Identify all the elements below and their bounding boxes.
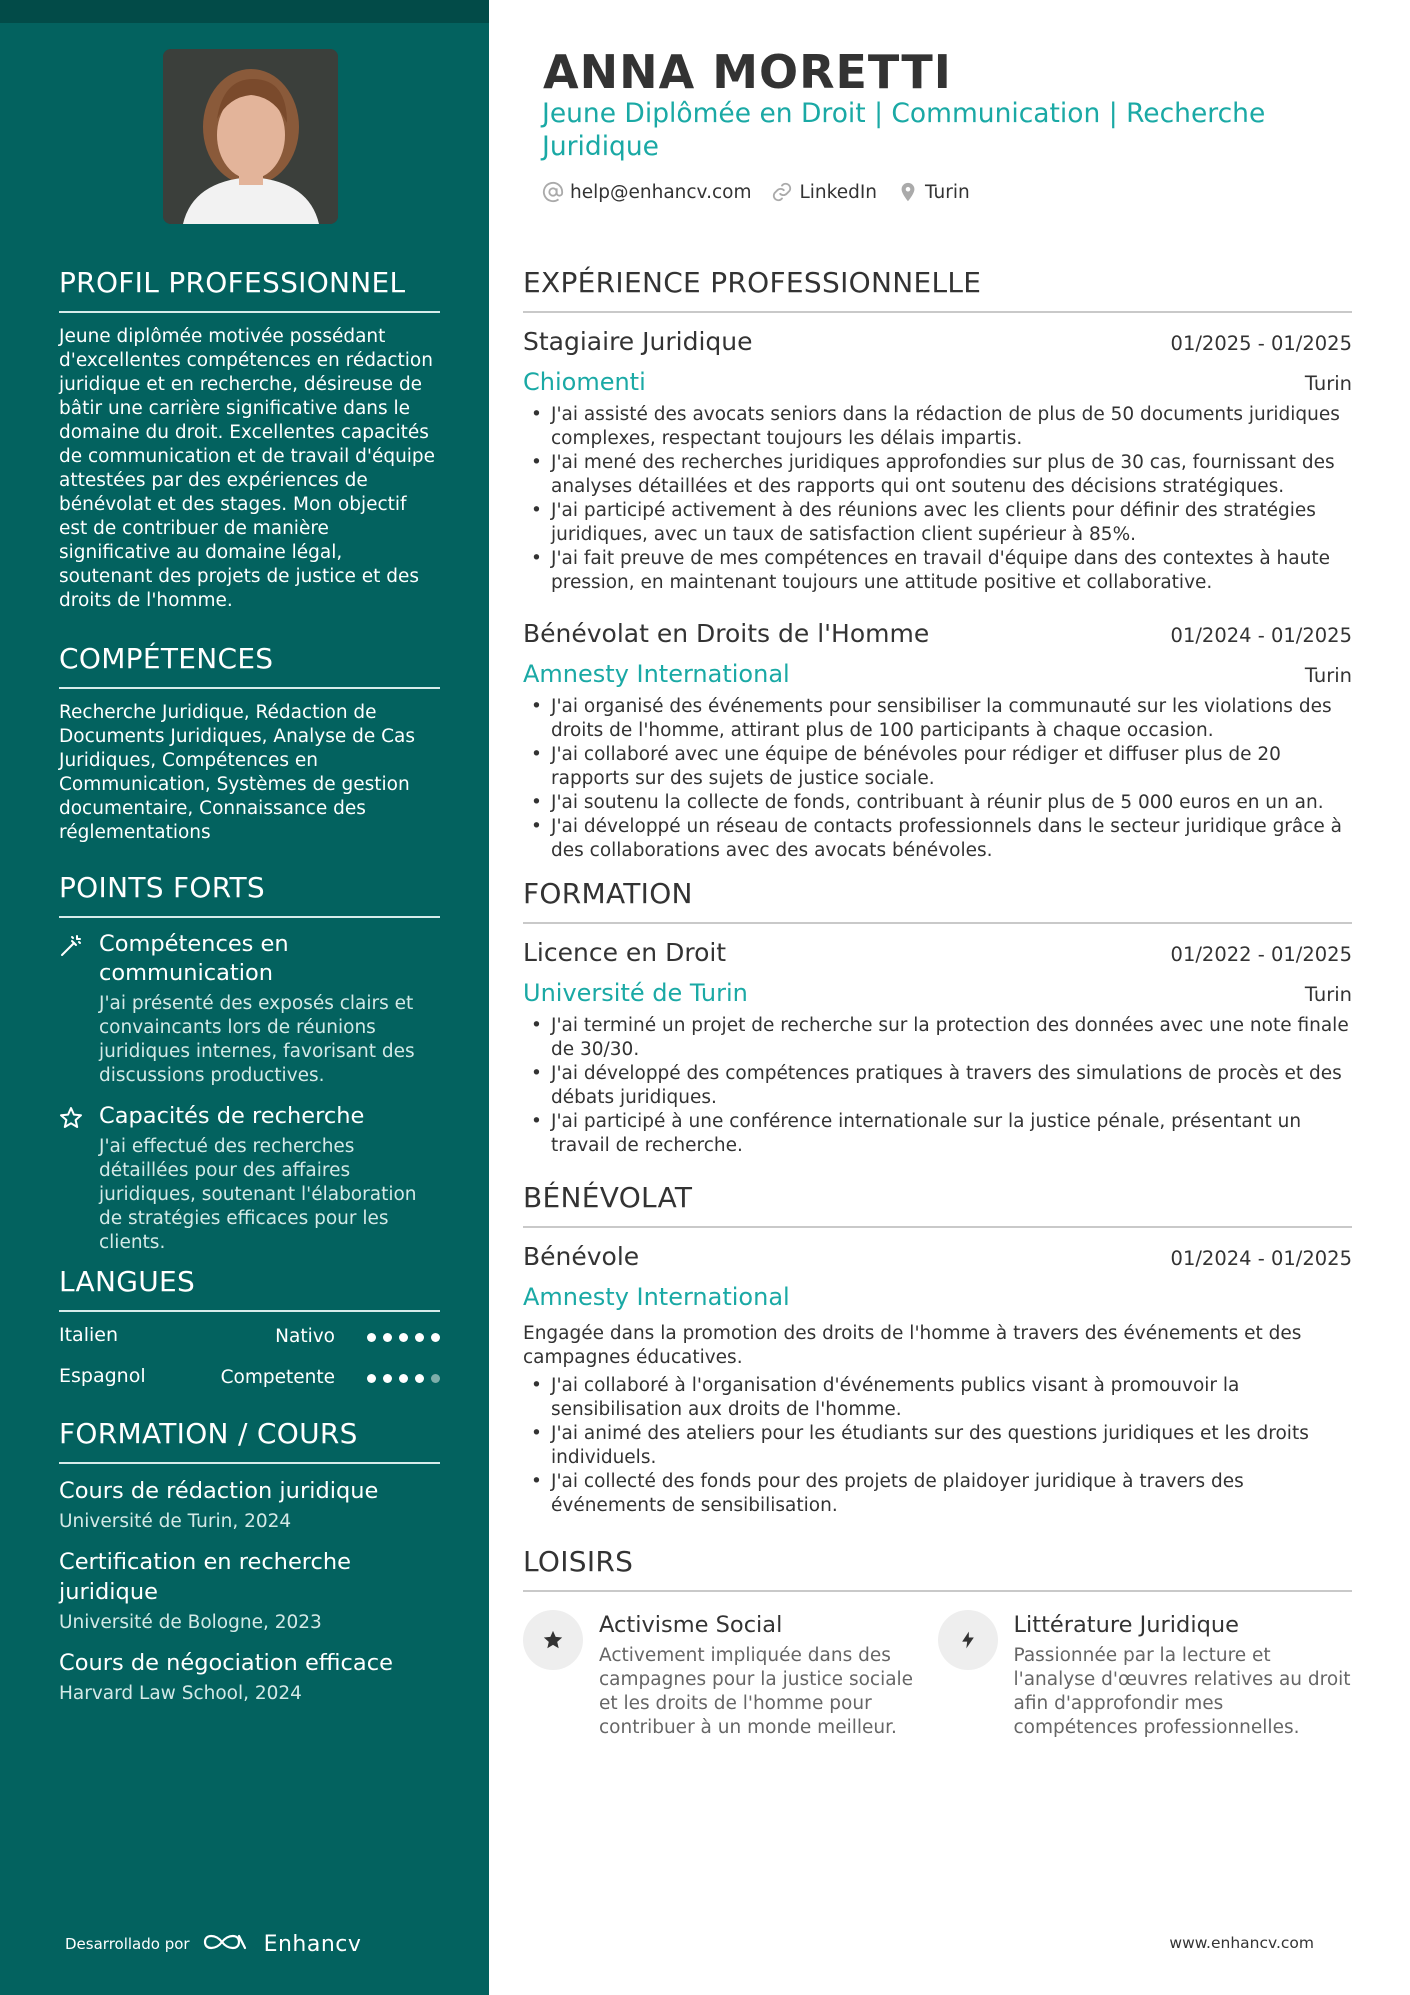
rating-dot-filled [383, 1333, 392, 1342]
education-entry [523, 936, 1352, 1158]
hobbies-title: LOISIRS [523, 1545, 1352, 1592]
bullet-item: • J'ai mené des recherches juridiques approfondies sur plus de 30 cas, fournissant des analyses détaillées et des rapports qui ont soutenu des décisions stratégiques. [523, 451, 1352, 499]
sidebar-top-bar [0, 0, 489, 23]
rating-dot-filled [383, 1374, 392, 1383]
entry-role: Bénévolat en Droits de l'Homme [523, 619, 930, 648]
entry-location: Turin [1304, 983, 1352, 1006]
bullet-item: • J'ai développé des compétences pratiques à travers des simulations de procès et des débats juridiques. [523, 1062, 1352, 1110]
course-title: Cours de rédaction juridique [59, 1478, 379, 1504]
course-subtitle: Université de Bologne, 2023 [59, 1612, 322, 1633]
entry-bullets [523, 403, 1352, 595]
language-level: Competente [220, 1367, 335, 1388]
rating-dot-filled [415, 1374, 424, 1383]
course-item [59, 1648, 440, 1706]
entry-summary: Engagée dans la promotion des droits de l'homme à travers des événements et des campagnes éducatives. [523, 1323, 1302, 1368]
contact-bar [542, 181, 970, 203]
languages-title: LANGUES [59, 1265, 440, 1312]
bullet-item: • J'ai animé des ateliers pour les étudiants sur des questions juridiques et les droits individuels. [523, 1422, 1352, 1470]
hobbies-section [523, 1545, 1352, 1740]
education-section [523, 877, 1352, 1180]
entry-role: Stagiaire Juridique [523, 327, 753, 356]
courses-section [59, 1417, 440, 1719]
course-title: Certification en recherche juridique [59, 1549, 352, 1605]
at-icon [542, 181, 564, 203]
email-text: help@enhancv.com [570, 181, 752, 203]
hobby-desc: Activement impliquée dans des campagnes pour la justice sociale et les droits de l'homme pour contribuer à un monde meilleur. [599, 1645, 914, 1738]
profile-text: Jeune diplômée motivée possédant d'excellentes compétences en rédaction juridique et en recherche, désireuse de bâtir une carrière significative dans le domaine du droit. Excellentes capacités de communication et de travail d'équipe attestées par des expériences de bénévolat et des stages. Mon objectif est de contribuer de manière significative au domaine légal, soutenant des projets de justice et des droits de l'homme. [59, 326, 436, 611]
headline: Jeune Diplômée en Droit | Communication | Recherche Juridique [542, 98, 1266, 162]
volunteering-title: BÉNÉVOLAT [523, 1181, 1352, 1228]
star-icon [523, 1610, 583, 1670]
bullet-item: • J'ai développé un réseau de contacts professionnels dans le secteur juridique grâce à des collaborations avec des avocats bénévoles. [523, 815, 1352, 863]
lightning-icon [938, 1610, 998, 1670]
entry-dates: 01/2024 - 01/2025 [1170, 624, 1352, 647]
rating-dot-filled [399, 1374, 408, 1383]
rating-dot-filled [367, 1374, 376, 1383]
strength-title: Compétences en communication [99, 931, 289, 986]
entry-role: Licence en Droit [523, 938, 727, 967]
language-name: Italien [59, 1324, 118, 1346]
location-text: Turin [925, 181, 970, 203]
bullet-item: • J'ai participé à une conférence internationale sur la justice pénale, présentant un travail de recherche. [523, 1110, 1352, 1158]
magic-wand-icon [59, 934, 83, 958]
strength-title: Capacités de recherche [99, 1103, 365, 1129]
sidebar [0, 0, 489, 1995]
bullet-item: • J'ai organisé des événements pour sensibiliser la communauté sur les violations des droits de l'homme, attirant plus de 100 participants à chaque occasion. [523, 695, 1352, 743]
hobby-desc: Passionnée par la lecture et l'analyse d'œuvres relatives au droit afin d'approfondir mes compétences professionnelles. [1013, 1645, 1351, 1738]
powered-by-label: Desarrollado por [65, 1935, 190, 1953]
experience-entry [523, 325, 1352, 595]
bullet-item: • J'ai assisté des avocats seniors dans la rédaction de plus de 50 documents juridiques complexes, respectant toujours les délais impartis. [523, 403, 1352, 451]
contact-email[interactable] [542, 181, 751, 203]
linkedin-text: LinkedIn [799, 181, 878, 203]
entry-dates: 01/2025 - 01/2025 [1170, 332, 1352, 355]
entry-bullets [523, 1374, 1352, 1518]
hobby-title: Littérature Juridique [1013, 1612, 1239, 1638]
language-row [59, 1357, 440, 1398]
strengths-title: POINTS FORTS [59, 871, 440, 918]
entry-bullets [523, 1014, 1352, 1158]
star-icon [59, 1106, 83, 1130]
bullet-item: • J'ai fait preuve de mes compétences en travail d'équipe dans des contextes à haute pression, en maintenant toujours une attitude positive et collaborative. [523, 547, 1352, 595]
rating-dot-filled [415, 1333, 424, 1342]
rating-dot-filled [367, 1333, 376, 1342]
contact-location [897, 181, 970, 203]
language-rating [367, 1333, 440, 1342]
rating-dot-filled [431, 1333, 440, 1342]
entry-role: Bénévole [523, 1242, 640, 1271]
hobby-title: Activisme Social [599, 1612, 783, 1638]
website-link[interactable]: www.enhancv.com [1169, 1934, 1314, 1952]
candidate-name: ANNA MORETTI [543, 45, 952, 99]
volunteering-entry [523, 1240, 1352, 1518]
entry-organization: Chiomenti [523, 368, 646, 396]
strength-desc: J'ai effectué des recherches détaillées pour des affaires juridiques, soutenant l'élaboration de stratégies efficaces pour les clients. [99, 1136, 417, 1253]
language-name: Espagnol [59, 1365, 146, 1387]
entry-location: Turin [1304, 372, 1352, 395]
language-rating [367, 1374, 440, 1383]
courses-title: FORMATION / COURS [59, 1417, 440, 1464]
location-pin-icon [897, 181, 919, 203]
strength-item [59, 930, 440, 1088]
bullet-item: • J'ai collaboré à l'organisation d'événements publics visant à promouvoir la sensibilisation aux droits de l'homme. [523, 1374, 1352, 1422]
entry-location: Turin [1304, 664, 1352, 687]
profile-section [59, 266, 440, 613]
strength-item [59, 1102, 440, 1255]
bullet-item: • J'ai collaboré avec une équipe de bénévoles pour rédiger et diffuser plus de 20 rapports sur des sujets de justice sociale. [523, 743, 1352, 791]
course-item [59, 1547, 440, 1635]
profile-photo [163, 49, 338, 224]
rating-dot-empty [431, 1374, 440, 1383]
bullet-item: • J'ai participé activement à des réunions avec les clients pour définir des stratégies juridiques, avec un taux de satisfaction client supérieur à 85%. [523, 499, 1352, 547]
profile-title: PROFIL PROFESSIONNEL [59, 266, 440, 313]
language-row [59, 1316, 440, 1357]
contact-linkedin[interactable] [771, 181, 877, 203]
hobby-item [938, 1610, 1353, 1740]
experience-title: EXPÉRIENCE PROFESSIONNELLE [523, 266, 1352, 313]
course-title: Cours de négociation efficace [59, 1650, 393, 1676]
skills-section [59, 642, 440, 845]
entry-organization: Amnesty International [523, 660, 790, 688]
course-subtitle: Harvard Law School, 2024 [59, 1683, 302, 1704]
experience-entry [523, 617, 1352, 863]
bullet-item: • J'ai terminé un projet de recherche sur la protection des données avec une note finale de 30/30. [523, 1014, 1352, 1062]
education-title: FORMATION [523, 877, 1352, 924]
bullet-item: • J'ai soutenu la collecte de fonds, contribuant à réunir plus de 5 000 euros en un an. [523, 791, 1352, 815]
hobby-item [523, 1610, 938, 1740]
entry-dates: 01/2024 - 01/2025 [1170, 1247, 1352, 1270]
bullet-item: • J'ai collecté des fonds pour des projets de plaidoyer juridique à travers des événements de sensibilisation. [523, 1470, 1352, 1518]
skills-text: Recherche Juridique, Rédaction de Documents Juridiques, Analyse de Cas Juridiques, Compétences en Communication, Systèmes de gestion documentaire, Connaissance des réglementations [59, 702, 416, 843]
powered-by [65, 1930, 361, 1958]
course-subtitle: Université de Turin, 2024 [59, 1511, 292, 1532]
entry-organization: Université de Turin [523, 979, 748, 1007]
entry-dates: 01/2022 - 01/2025 [1170, 943, 1352, 966]
skills-title: COMPÉTENCES [59, 642, 440, 689]
link-icon [771, 181, 793, 203]
rating-dot-filled [399, 1333, 408, 1342]
volunteering-section [523, 1181, 1352, 1540]
enhancv-logo-icon [202, 1930, 248, 1958]
entry-organization: Amnesty International [523, 1283, 790, 1311]
entry-bullets [523, 695, 1352, 863]
strengths-section [59, 871, 440, 1269]
brand-name: Enhancv [263, 1931, 362, 1957]
course-item [59, 1476, 440, 1534]
languages-section [59, 1265, 440, 1398]
language-level: Nativo [275, 1326, 335, 1347]
experience-section [523, 266, 1352, 885]
strength-desc: J'ai présenté des exposés clairs et convaincants lors de réunions juridiques internes, favorisant des discussions productives. [99, 993, 415, 1086]
